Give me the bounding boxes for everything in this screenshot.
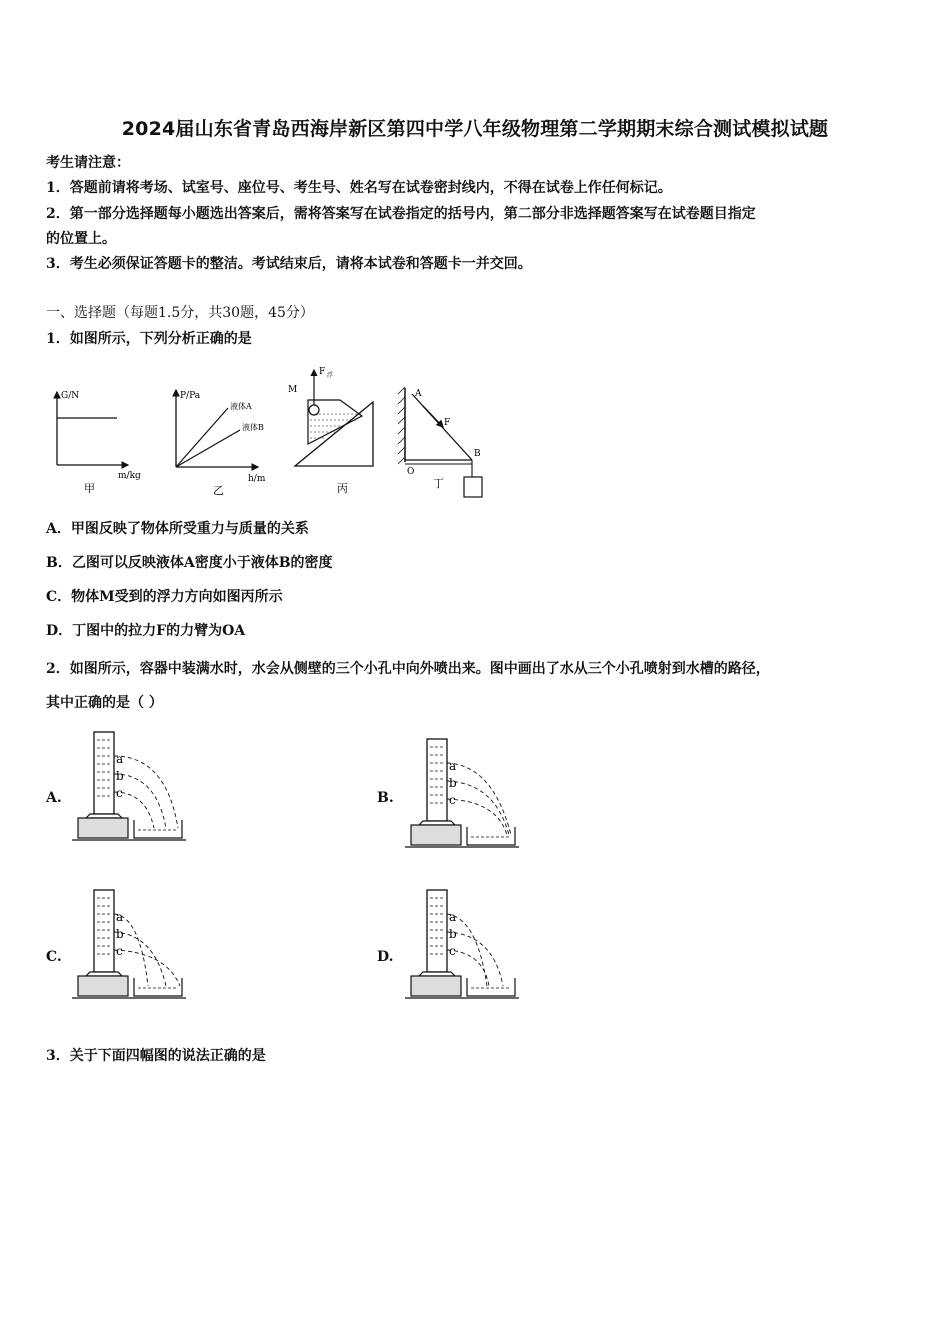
section-heading: 一、选择题（每题1.5分，共30题，45分） [46, 305, 314, 321]
hole-label-c: c [449, 793, 456, 807]
ding-a: A [415, 389, 422, 399]
hole-label-c: c [116, 786, 123, 800]
question-1-stem: 1．如图所示，下列分析正确的是 [46, 331, 252, 347]
bing-caption: 丙 [337, 482, 348, 495]
yi-line-b: 液体B [242, 423, 264, 432]
q2-option-b-label: B. [377, 790, 394, 806]
figure-yi [176, 390, 266, 497]
ding-f: F [444, 418, 451, 428]
q2-option-d-label: D. [377, 949, 394, 965]
notice-item: 的位置上。 [46, 231, 116, 247]
yi-ylabel: P/Pa [180, 391, 201, 401]
hole-label-c: c [116, 944, 123, 958]
notice-item: 3．考生必须保证答题卡的整洁。考试结束后，请将本试卷和答题卡一并交回。 [46, 256, 532, 272]
q1-option-c: C．物体M受到的浮力方向如图丙所示 [46, 589, 283, 605]
question-2-stem: 2．如图所示，容器中装满水时，水会从侧壁的三个小孔中向外喷出来。图中画出了水从三个小孔喷射到水槽的路径， [46, 661, 770, 677]
q2-figure-a [70, 728, 190, 846]
hole-label-a: a [449, 910, 457, 924]
q2-option-a-label: A. [46, 790, 62, 806]
ding-caption: 丁 [433, 477, 444, 490]
bing-f: F [319, 367, 326, 377]
hole-label-b: b [449, 776, 457, 790]
ding-b: B [474, 449, 481, 459]
hole-label-c: c [449, 944, 456, 958]
q1-figures [40, 360, 500, 505]
jia-xlabel: m/kg [118, 471, 141, 481]
hole-label-b: b [116, 927, 124, 941]
figure-ding [398, 387, 482, 497]
hole-label-a: a [116, 910, 124, 924]
page-title: 2024届山东省青岛西海岸新区第四中学八年级物理第二学期期末综合测试模拟试题 [121, 118, 829, 140]
hole-label-b: b [449, 927, 457, 941]
question-2-stem-cont: 其中正确的是（ ） [46, 695, 163, 711]
notice-item: 1．答题前请将考场、试室号、座位号、考生号、姓名写在试卷密封线内，不得在试卷上作任何标记。 [46, 180, 672, 196]
jia-caption: 甲 [84, 482, 95, 495]
question-3-stem: 3．关于下面四幅图的说法正确的是 [46, 1048, 266, 1064]
q2-figure-c [70, 886, 190, 1004]
q2-figure-d [403, 886, 523, 1004]
bing-m: M [288, 385, 298, 395]
q1-option-d: D．丁图中的拉力F的力臂为OA [46, 623, 246, 639]
figure-jia [57, 391, 141, 495]
notice-item: 2．第一部分选择题每小题选出答案后，需将答案写在试卷指定的括号内，第二部分非选择题答案写在试卷题目指定 [46, 206, 756, 222]
ding-o: O [407, 467, 415, 477]
q1-option-a: A．甲图反映了物体所受重力与质量的关系 [46, 521, 309, 537]
hole-label-a: a [449, 759, 457, 773]
yi-line-a: 液体A [230, 402, 252, 411]
figure-bing [288, 367, 373, 495]
hole-label-b: b [116, 769, 124, 783]
yi-caption: 乙 [213, 484, 224, 497]
yi-xlabel: h/m [248, 474, 266, 484]
q2-option-c-label: C. [46, 949, 62, 965]
q1-option-b: B．乙图可以反映液体A密度小于液体B的密度 [46, 555, 333, 571]
hole-label-a: a [116, 752, 124, 766]
bing-f-sub: 浮 [327, 372, 334, 379]
jia-ylabel: G/N [61, 391, 80, 401]
q2-figure-b [403, 735, 523, 853]
notice-heading: 考生请注意： [46, 155, 130, 171]
